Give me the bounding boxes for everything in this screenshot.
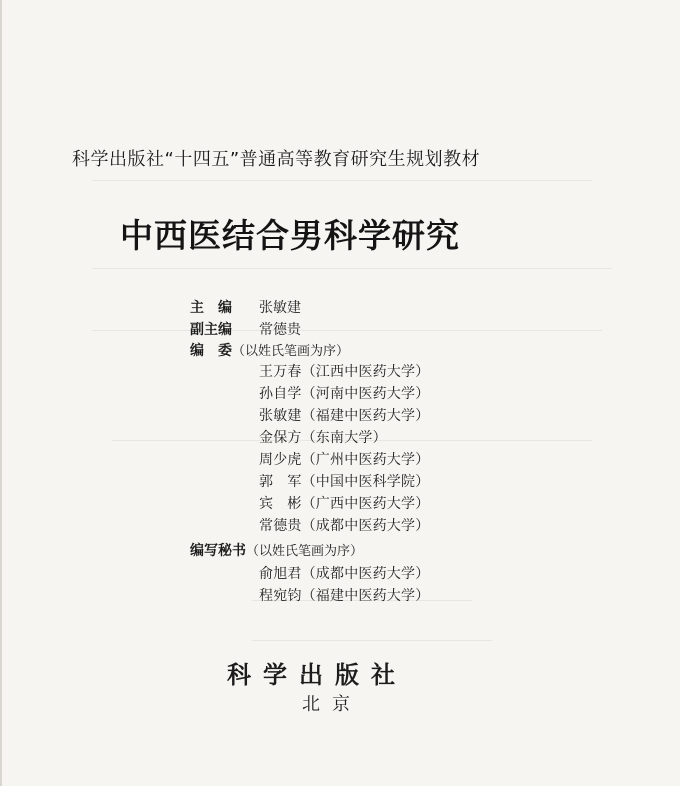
- chief-editor-name: 张敏建: [259, 300, 301, 316]
- board-member: 金保方（东南大学）: [259, 430, 387, 446]
- series-title: 科学出版社“十四五”普通高等教育研究生规划教材: [72, 149, 481, 170]
- publisher-city: 北京: [302, 694, 362, 715]
- board-member: 周少虎（广州中医药大学）: [259, 452, 430, 468]
- board-member: 宾 彬（广西中医药大学）: [259, 496, 430, 512]
- board-member: 王万春（江西中医药大学）: [259, 364, 430, 380]
- secretary-label: [190, 540, 363, 560]
- editorial-board-note: （以姓氏笔画为序）: [232, 344, 350, 359]
- board-member: 常德贵（成都中医药大学）: [259, 518, 430, 534]
- book-title: 中西医结合男科学研究: [120, 216, 460, 255]
- deputy-editor-label: 副主编: [190, 322, 232, 338]
- deputy-editor-name: 常德贵: [259, 322, 301, 338]
- editorial-board-label-text: 编 委: [190, 343, 232, 359]
- board-member: 郭 军（中国中医科学院）: [259, 474, 430, 490]
- publisher-name: 科学出版社: [227, 660, 407, 689]
- board-member: 孙自学（河南中医药大学）: [259, 386, 430, 402]
- secretary-member: 俞旭君（成都中医药大学）: [259, 566, 430, 582]
- chief-editor-label: 主 编: [190, 300, 232, 316]
- board-member: 张敏建（福建中医药大学）: [259, 408, 430, 424]
- secretary-label-text: 编写秘书: [190, 543, 246, 559]
- editorial-board-label: [190, 340, 349, 360]
- secretary-note: （以姓氏笔画为序）: [246, 544, 364, 559]
- secretary-member: 程宛钧（福建中医药大学）: [259, 588, 430, 604]
